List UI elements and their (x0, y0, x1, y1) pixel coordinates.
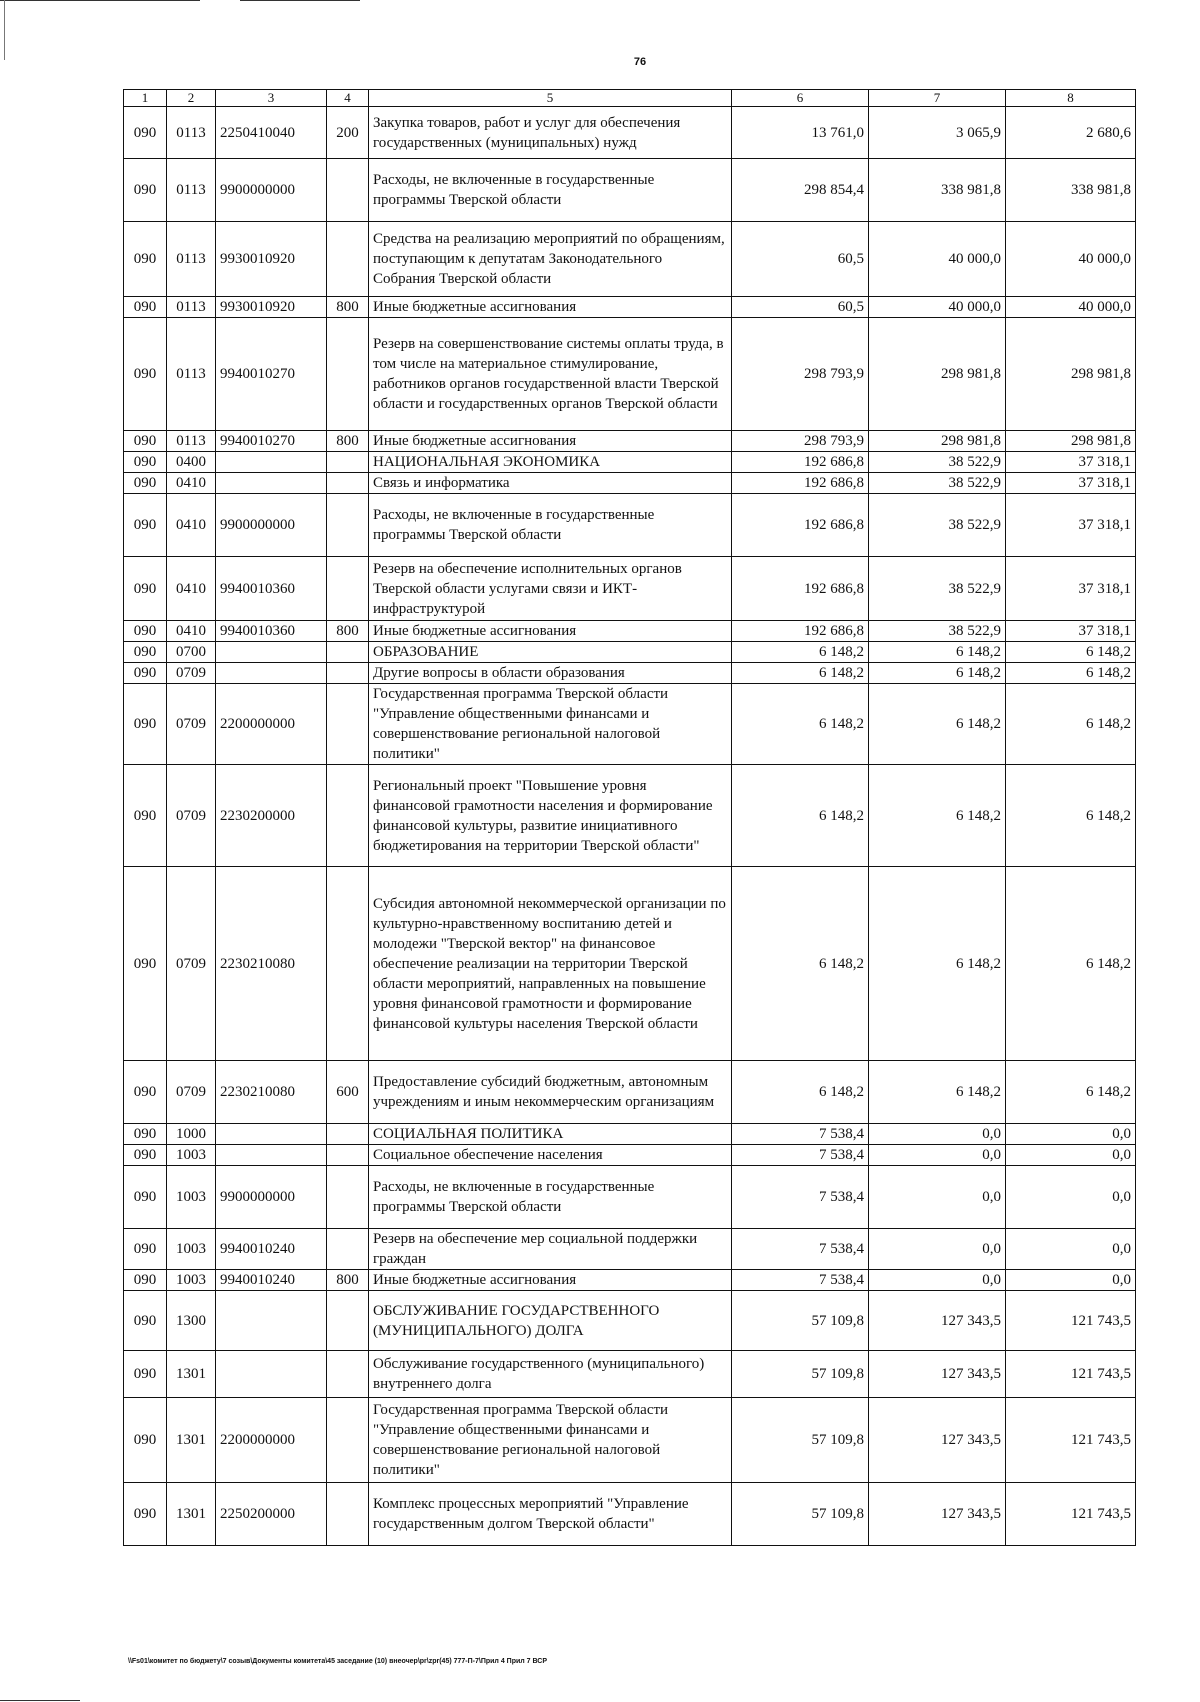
expense-type-code (327, 1229, 369, 1270)
amount-col-8: 2 680,6 (1006, 107, 1136, 159)
amount-col-7: 6 148,2 (869, 663, 1006, 684)
item-name: НАЦИОНАЛЬНАЯ ЭКОНОМИКА (369, 452, 732, 473)
amount-col-6: 298 854,4 (732, 159, 869, 222)
amount-col-7: 6 148,2 (869, 867, 1006, 1061)
section-code: 0113 (167, 159, 216, 222)
table-row (124, 1270, 1136, 1291)
ministry-code: 090 (124, 107, 167, 159)
target-article-code (216, 663, 327, 684)
ministry-code: 090 (124, 557, 167, 621)
expense-type-code (327, 1124, 369, 1145)
expense-type-code (327, 663, 369, 684)
amount-col-8: 40 000,0 (1006, 222, 1136, 297)
expense-type-code: 800 (327, 297, 369, 318)
ministry-code: 090 (124, 684, 167, 765)
amount-col-7: 40 000,0 (869, 222, 1006, 297)
target-article-code: 9940010240 (216, 1270, 327, 1291)
table-row (124, 867, 1136, 1061)
section-code: 1003 (167, 1166, 216, 1229)
amount-col-8: 0,0 (1006, 1145, 1136, 1166)
amount-col-8: 37 318,1 (1006, 494, 1136, 557)
ministry-code: 090 (124, 1229, 167, 1270)
target-article-code (216, 473, 327, 494)
table-row (124, 1124, 1136, 1145)
amount-col-6: 6 148,2 (732, 663, 869, 684)
amount-col-8: 121 743,5 (1006, 1291, 1136, 1351)
amount-col-6: 7 538,4 (732, 1145, 869, 1166)
amount-col-8: 6 148,2 (1006, 684, 1136, 765)
item-name: Иные бюджетные ассигнования (369, 297, 732, 318)
amount-col-7: 0,0 (869, 1124, 1006, 1145)
ministry-code: 090 (124, 159, 167, 222)
amount-col-7: 6 148,2 (869, 642, 1006, 663)
amount-col-8: 37 318,1 (1006, 452, 1136, 473)
amount-col-6: 6 148,2 (732, 1061, 869, 1124)
expense-type-code (327, 557, 369, 621)
amount-col-6: 6 148,2 (732, 642, 869, 663)
section-code: 1300 (167, 1291, 216, 1351)
column-number-row (124, 90, 1136, 107)
amount-col-8: 6 148,2 (1006, 867, 1136, 1061)
item-name: Региональный проект "Повышение уровня финансовой грамотности населения и формирование финансовой культуры, развитие инициативного бюджетирования на территории Тверской области" (369, 765, 732, 867)
amount-col-8: 0,0 (1006, 1124, 1136, 1145)
table-row (124, 1483, 1136, 1546)
table-row (124, 765, 1136, 867)
table-row (124, 1166, 1136, 1229)
expense-type-code (327, 222, 369, 297)
expense-type-code (327, 1398, 369, 1483)
expense-type-code (327, 867, 369, 1061)
page-number: 76 (633, 56, 647, 68)
table-row (124, 1145, 1136, 1166)
table-row (124, 431, 1136, 452)
target-article-code: 9930010920 (216, 297, 327, 318)
amount-col-7: 38 522,9 (869, 473, 1006, 494)
ministry-code: 090 (124, 642, 167, 663)
section-code: 0410 (167, 494, 216, 557)
expense-type-code: 800 (327, 1270, 369, 1291)
section-code: 0410 (167, 473, 216, 494)
column-header: 6 (732, 90, 869, 107)
target-article-code (216, 452, 327, 473)
budget-table (123, 89, 1136, 1546)
ministry-code: 090 (124, 1061, 167, 1124)
target-article-code: 9940010270 (216, 431, 327, 452)
target-article-code: 2200000000 (216, 684, 327, 765)
section-code: 1003 (167, 1229, 216, 1270)
amount-col-7: 6 148,2 (869, 684, 1006, 765)
target-article-code: 9940010360 (216, 621, 327, 642)
expense-type-code (327, 1483, 369, 1546)
amount-col-6: 57 109,8 (732, 1398, 869, 1483)
amount-col-7: 127 343,5 (869, 1351, 1006, 1398)
item-name: Социальное обеспечение населения (369, 1145, 732, 1166)
ministry-code: 090 (124, 1145, 167, 1166)
ministry-code: 090 (124, 1398, 167, 1483)
item-name: СОЦИАЛЬНАЯ ПОЛИТИКА (369, 1124, 732, 1145)
amount-col-8: 40 000,0 (1006, 297, 1136, 318)
amount-col-7: 0,0 (869, 1229, 1006, 1270)
item-name: Иные бюджетные ассигнования (369, 621, 732, 642)
amount-col-7: 38 522,9 (869, 452, 1006, 473)
amount-col-7: 127 343,5 (869, 1483, 1006, 1546)
table-row (124, 621, 1136, 642)
expense-type-code (327, 494, 369, 557)
amount-col-8: 121 743,5 (1006, 1483, 1136, 1546)
table-row (124, 159, 1136, 222)
expense-type-code: 200 (327, 107, 369, 159)
ministry-code: 090 (124, 663, 167, 684)
expense-type-code (327, 765, 369, 867)
item-name: Расходы, не включенные в государственные программы Тверской области (369, 1166, 732, 1229)
section-code: 1003 (167, 1270, 216, 1291)
ministry-code: 090 (124, 867, 167, 1061)
amount-col-8: 0,0 (1006, 1270, 1136, 1291)
target-article-code: 9930010920 (216, 222, 327, 297)
section-code: 0410 (167, 621, 216, 642)
footer-file-path: \\Fs01\комитет по бюджету\7 созыв\Документы комитета\45 заседание (10) внеочер\pr\zpr(45) 777-П-7\Прил 4 Прил 7 ВСР (128, 1658, 548, 1665)
section-code: 1301 (167, 1351, 216, 1398)
amount-col-7: 298 981,8 (869, 431, 1006, 452)
target-article-code (216, 1145, 327, 1166)
ministry-code: 090 (124, 765, 167, 867)
ministry-code: 090 (124, 1351, 167, 1398)
item-name: Государственная программа Тверской области "Управление общественными финансами и совершенствование региональной налоговой политики" (369, 1398, 732, 1483)
item-name: Государственная программа Тверской области "Управление общественными финансами и совершенствование региональной налоговой политики" (369, 684, 732, 765)
amount-col-7: 338 981,8 (869, 159, 1006, 222)
ministry-code: 090 (124, 1291, 167, 1351)
section-code: 0113 (167, 107, 216, 159)
expense-type-code (327, 684, 369, 765)
expense-type-code (327, 1291, 369, 1351)
amount-col-6: 60,5 (732, 297, 869, 318)
amount-col-6: 298 793,9 (732, 318, 869, 431)
column-header: 8 (1006, 90, 1136, 107)
section-code: 0709 (167, 684, 216, 765)
amount-col-6: 7 538,4 (732, 1124, 869, 1145)
ministry-code: 090 (124, 494, 167, 557)
amount-col-6: 6 148,2 (732, 765, 869, 867)
amount-col-6: 57 109,8 (732, 1351, 869, 1398)
table-row (124, 222, 1136, 297)
amount-col-8: 37 318,1 (1006, 557, 1136, 621)
target-article-code: 2250410040 (216, 107, 327, 159)
table-row (124, 452, 1136, 473)
amount-col-7: 0,0 (869, 1270, 1006, 1291)
amount-col-7: 6 148,2 (869, 1061, 1006, 1124)
expense-type-code (327, 473, 369, 494)
table-row (124, 107, 1136, 159)
amount-col-8: 6 148,2 (1006, 765, 1136, 867)
section-code: 0709 (167, 663, 216, 684)
amount-col-8: 121 743,5 (1006, 1351, 1136, 1398)
section-code: 0113 (167, 297, 216, 318)
amount-col-6: 57 109,8 (732, 1291, 869, 1351)
section-code: 0709 (167, 867, 216, 1061)
table-row (124, 1229, 1136, 1270)
section-code: 0113 (167, 431, 216, 452)
item-name: Субсидия автономной некоммерческой организации по культурно-нравственному воспитанию детей и молодежи "Тверской вектор" на финансовое обеспечение реализации на территории Тверской области мероприятий, направленных на повышение уровня финансовой грамотности и формирование финансовой культуры населения Тверской области (369, 867, 732, 1061)
item-name: Связь и информатика (369, 473, 732, 494)
ministry-code: 090 (124, 1483, 167, 1546)
amount-col-7: 6 148,2 (869, 765, 1006, 867)
item-name: Закупка товаров, работ и услуг для обеспечения государственных (муниципальных) нужд (369, 107, 732, 159)
section-code: 0400 (167, 452, 216, 473)
amount-col-8: 298 981,8 (1006, 318, 1136, 431)
amount-col-6: 192 686,8 (732, 452, 869, 473)
scan-artifact-line (240, 0, 360, 1)
expense-type-code: 600 (327, 1061, 369, 1124)
target-article-code: 9900000000 (216, 159, 327, 222)
ministry-code: 090 (124, 318, 167, 431)
item-name: Резерв на обеспечение мер социальной поддержки граждан (369, 1229, 732, 1270)
item-name: Предоставление субсидий бюджетным, автономным учреждениям и иным некоммерческим организациям (369, 1061, 732, 1124)
expense-type-code: 800 (327, 621, 369, 642)
expense-type-code (327, 452, 369, 473)
amount-col-8: 37 318,1 (1006, 473, 1136, 494)
scan-artifact-line (0, 1700, 80, 1701)
table-row (124, 642, 1136, 663)
table-row (124, 1351, 1136, 1398)
scan-artifact-line (4, 0, 5, 60)
table-row (124, 557, 1136, 621)
section-code: 0709 (167, 1061, 216, 1124)
item-name: Другие вопросы в области образования (369, 663, 732, 684)
section-code: 1301 (167, 1483, 216, 1546)
amount-col-6: 298 793,9 (732, 431, 869, 452)
amount-col-7: 38 522,9 (869, 557, 1006, 621)
amount-col-8: 6 148,2 (1006, 642, 1136, 663)
amount-col-7: 38 522,9 (869, 494, 1006, 557)
ministry-code: 090 (124, 1166, 167, 1229)
amount-col-8: 6 148,2 (1006, 1061, 1136, 1124)
section-code: 1000 (167, 1124, 216, 1145)
table-row (124, 1398, 1136, 1483)
amount-col-7: 298 981,8 (869, 318, 1006, 431)
target-article-code: 9940010360 (216, 557, 327, 621)
item-name: Расходы, не включенные в государственные программы Тверской области (369, 159, 732, 222)
target-article-code: 2230210080 (216, 1061, 327, 1124)
ministry-code: 090 (124, 621, 167, 642)
ministry-code: 090 (124, 431, 167, 452)
section-code: 0700 (167, 642, 216, 663)
section-code: 0113 (167, 318, 216, 431)
amount-col-7: 3 065,9 (869, 107, 1006, 159)
item-name: Резерв на совершенствование системы оплаты труда, в том числе на материальное стимулирование, работников органов государственной власти Тверской области и государственных органов Тверской области (369, 318, 732, 431)
amount-col-8: 298 981,8 (1006, 431, 1136, 452)
item-name: Иные бюджетные ассигнования (369, 431, 732, 452)
amount-col-7: 127 343,5 (869, 1398, 1006, 1483)
table-row (124, 684, 1136, 765)
column-header: 4 (327, 90, 369, 107)
item-name: Обслуживание государственного (муниципального) внутреннего долга (369, 1351, 732, 1398)
amount-col-8: 121 743,5 (1006, 1398, 1136, 1483)
amount-col-8: 6 148,2 (1006, 663, 1136, 684)
expense-type-code (327, 1166, 369, 1229)
column-header: 2 (167, 90, 216, 107)
target-article-code (216, 1291, 327, 1351)
table-row (124, 318, 1136, 431)
ministry-code: 090 (124, 297, 167, 318)
target-article-code (216, 642, 327, 663)
amount-col-6: 192 686,8 (732, 621, 869, 642)
item-name: Расходы, не включенные в государственные программы Тверской области (369, 494, 732, 557)
target-article-code: 2230200000 (216, 765, 327, 867)
section-code: 0113 (167, 222, 216, 297)
amount-col-6: 6 148,2 (732, 684, 869, 765)
amount-col-6: 13 761,0 (732, 107, 869, 159)
section-code: 1003 (167, 1145, 216, 1166)
table-row (124, 494, 1136, 557)
target-article-code: 9900000000 (216, 1166, 327, 1229)
ministry-code: 090 (124, 222, 167, 297)
amount-col-7: 0,0 (869, 1145, 1006, 1166)
amount-col-6: 192 686,8 (732, 473, 869, 494)
amount-col-6: 57 109,8 (732, 1483, 869, 1546)
section-code: 0410 (167, 557, 216, 621)
table-row (124, 1061, 1136, 1124)
target-article-code (216, 1124, 327, 1145)
ministry-code: 090 (124, 1124, 167, 1145)
table-row (124, 473, 1136, 494)
expense-type-code (327, 1145, 369, 1166)
target-article-code: 2200000000 (216, 1398, 327, 1483)
target-article-code (216, 1351, 327, 1398)
column-header: 3 (216, 90, 327, 107)
target-article-code: 2250200000 (216, 1483, 327, 1546)
table-row (124, 663, 1136, 684)
amount-col-8: 0,0 (1006, 1166, 1136, 1229)
target-article-code: 9940010240 (216, 1229, 327, 1270)
expense-type-code: 800 (327, 431, 369, 452)
target-article-code: 9900000000 (216, 494, 327, 557)
ministry-code: 090 (124, 473, 167, 494)
table-row (124, 297, 1136, 318)
item-name: Средства на реализацию мероприятий по обращениям, поступающим к депутатам Законодательного Собрания Тверской области (369, 222, 732, 297)
item-name: ОБСЛУЖИВАНИЕ ГОСУДАРСТВЕННОГО (МУНИЦИПАЛЬНОГО) ДОЛГА (369, 1291, 732, 1351)
amount-col-6: 60,5 (732, 222, 869, 297)
section-code: 0709 (167, 765, 216, 867)
target-article-code: 9940010270 (216, 318, 327, 431)
item-name: Иные бюджетные ассигнования (369, 1270, 732, 1291)
expense-type-code (327, 318, 369, 431)
amount-col-7: 0,0 (869, 1166, 1006, 1229)
expense-type-code (327, 159, 369, 222)
table-row (124, 1291, 1136, 1351)
amount-col-6: 6 148,2 (732, 867, 869, 1061)
amount-col-6: 192 686,8 (732, 494, 869, 557)
item-name: Резерв на обеспечение исполнительных органов Тверской области услугами связи и ИКТ-инфраструктурой (369, 557, 732, 621)
amount-col-7: 127 343,5 (869, 1291, 1006, 1351)
column-header: 1 (124, 90, 167, 107)
column-header: 5 (369, 90, 732, 107)
item-name: ОБРАЗОВАНИЕ (369, 642, 732, 663)
amount-col-6: 7 538,4 (732, 1229, 869, 1270)
amount-col-7: 40 000,0 (869, 297, 1006, 318)
expense-type-code (327, 642, 369, 663)
section-code: 1301 (167, 1398, 216, 1483)
amount-col-6: 7 538,4 (732, 1270, 869, 1291)
amount-col-8: 0,0 (1006, 1229, 1136, 1270)
column-header: 7 (869, 90, 1006, 107)
ministry-code: 090 (124, 452, 167, 473)
expense-type-code (327, 1351, 369, 1398)
amount-col-8: 338 981,8 (1006, 159, 1136, 222)
target-article-code: 2230210080 (216, 867, 327, 1061)
item-name: Комплекс процессных мероприятий "Управление государственным долгом Тверской области" (369, 1483, 732, 1546)
amount-col-8: 37 318,1 (1006, 621, 1136, 642)
amount-col-6: 7 538,4 (732, 1166, 869, 1229)
scan-artifact-line (0, 0, 200, 1)
ministry-code: 090 (124, 1270, 167, 1291)
amount-col-6: 192 686,8 (732, 557, 869, 621)
amount-col-7: 38 522,9 (869, 621, 1006, 642)
